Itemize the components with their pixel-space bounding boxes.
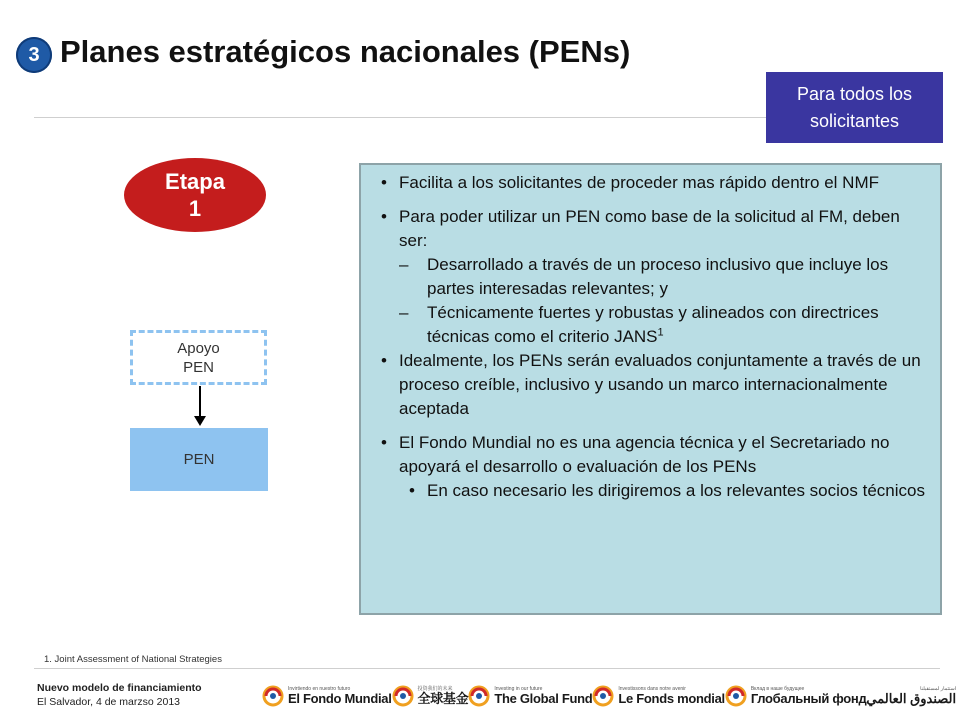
logo-tagline: Investing in our future xyxy=(494,686,543,692)
stage-number: 1 xyxy=(188,196,202,221)
audience-badge: Para todos los solicitantes xyxy=(766,72,943,143)
stage-label: Etapa xyxy=(165,169,225,194)
logo-name: 全球基金 xyxy=(417,691,469,706)
sub-bullet-item: • En caso necesario les dirigiremos a los relevantes socios técnicos xyxy=(379,479,928,503)
slide-title: Planes estratégicos nacionales (PENs) xyxy=(60,34,631,69)
dash-marker: – xyxy=(399,255,409,274)
flow-arrow-line xyxy=(199,386,201,418)
logo-tagline: استثمار لمستقبلنا xyxy=(920,686,957,692)
dash-marker: – xyxy=(399,303,409,322)
logo-name: Le Fonds mondial xyxy=(618,691,725,706)
logo-tagline: 投资我们的未来 xyxy=(417,686,453,692)
pen-box: PEN xyxy=(130,428,268,491)
stage-oval xyxy=(124,158,266,232)
logo-spanish xyxy=(262,685,392,707)
sub-bullet-item xyxy=(379,301,928,349)
partner-logos xyxy=(262,676,957,716)
logo-name: The Global Fund xyxy=(494,691,593,706)
sub-bullet-text: Desarrollado a través de un proceso inclusivo que incluye los partes interesadas relevantes; y xyxy=(427,255,889,298)
bullet-item: • Para poder utilizar un PEN como base de la solicitud al FM, deben ser: xyxy=(379,205,928,253)
footer-info xyxy=(37,681,202,709)
logo-name: الصندوق العالمي xyxy=(866,691,957,706)
global-fund-swirl-icon xyxy=(725,685,747,707)
logo-tagline: Investissons dans notre avenir xyxy=(618,686,686,692)
footnote: 1. Joint Assessment of National Strategies xyxy=(44,654,222,665)
logo-russian xyxy=(725,685,867,707)
footer-subtitle: El Salvador, 4 de marzso 2013 xyxy=(37,696,181,708)
logo-tagline: Invirtiendo en nuestro futuro xyxy=(288,686,351,692)
global-fund-swirl-icon xyxy=(262,685,284,707)
footnote-ref: 1 xyxy=(657,326,664,339)
global-fund-swirl-icon xyxy=(468,685,490,707)
slide-number-badge: 3 xyxy=(16,37,52,73)
sub-bullet-text: Técnicamente fuertes y robustas y alineados con directrices técnicas como el criterio JANS xyxy=(427,303,879,346)
logo-english xyxy=(468,685,592,707)
logo-name: Глобальный фонд xyxy=(750,691,867,706)
logo-chinese xyxy=(392,685,469,707)
global-fund-swirl-icon xyxy=(392,685,414,707)
logo-name: El Fondo Mundial xyxy=(288,691,392,706)
footer-title: Nuevo modelo de financiamiento xyxy=(37,682,202,694)
arrow-down-icon xyxy=(194,416,206,426)
logo-arabic xyxy=(866,685,960,707)
sub-bullet-item xyxy=(379,253,928,301)
bullet-item: • Facilita a los solicitantes de proceder mas rápido dentro el NMF xyxy=(379,171,928,195)
global-fund-swirl-icon xyxy=(592,685,614,707)
footer-divider xyxy=(34,668,940,669)
content-panel xyxy=(359,163,942,615)
bullet-item: • Idealmente, los PENs serán evaluados conjuntamente a través de un proceso creíble, inclusivo y usando un marco internacionalmente aceptada xyxy=(379,349,928,421)
support-pen-box: Apoyo PEN xyxy=(130,330,267,385)
bullet-item: • El Fondo Mundial no es una agencia técnica y el Secretariado no apoyará el desarrollo o evaluación de los PENs xyxy=(379,431,928,479)
logo-french xyxy=(592,685,724,707)
logo-tagline: Вклад в наше будущее xyxy=(750,686,805,692)
